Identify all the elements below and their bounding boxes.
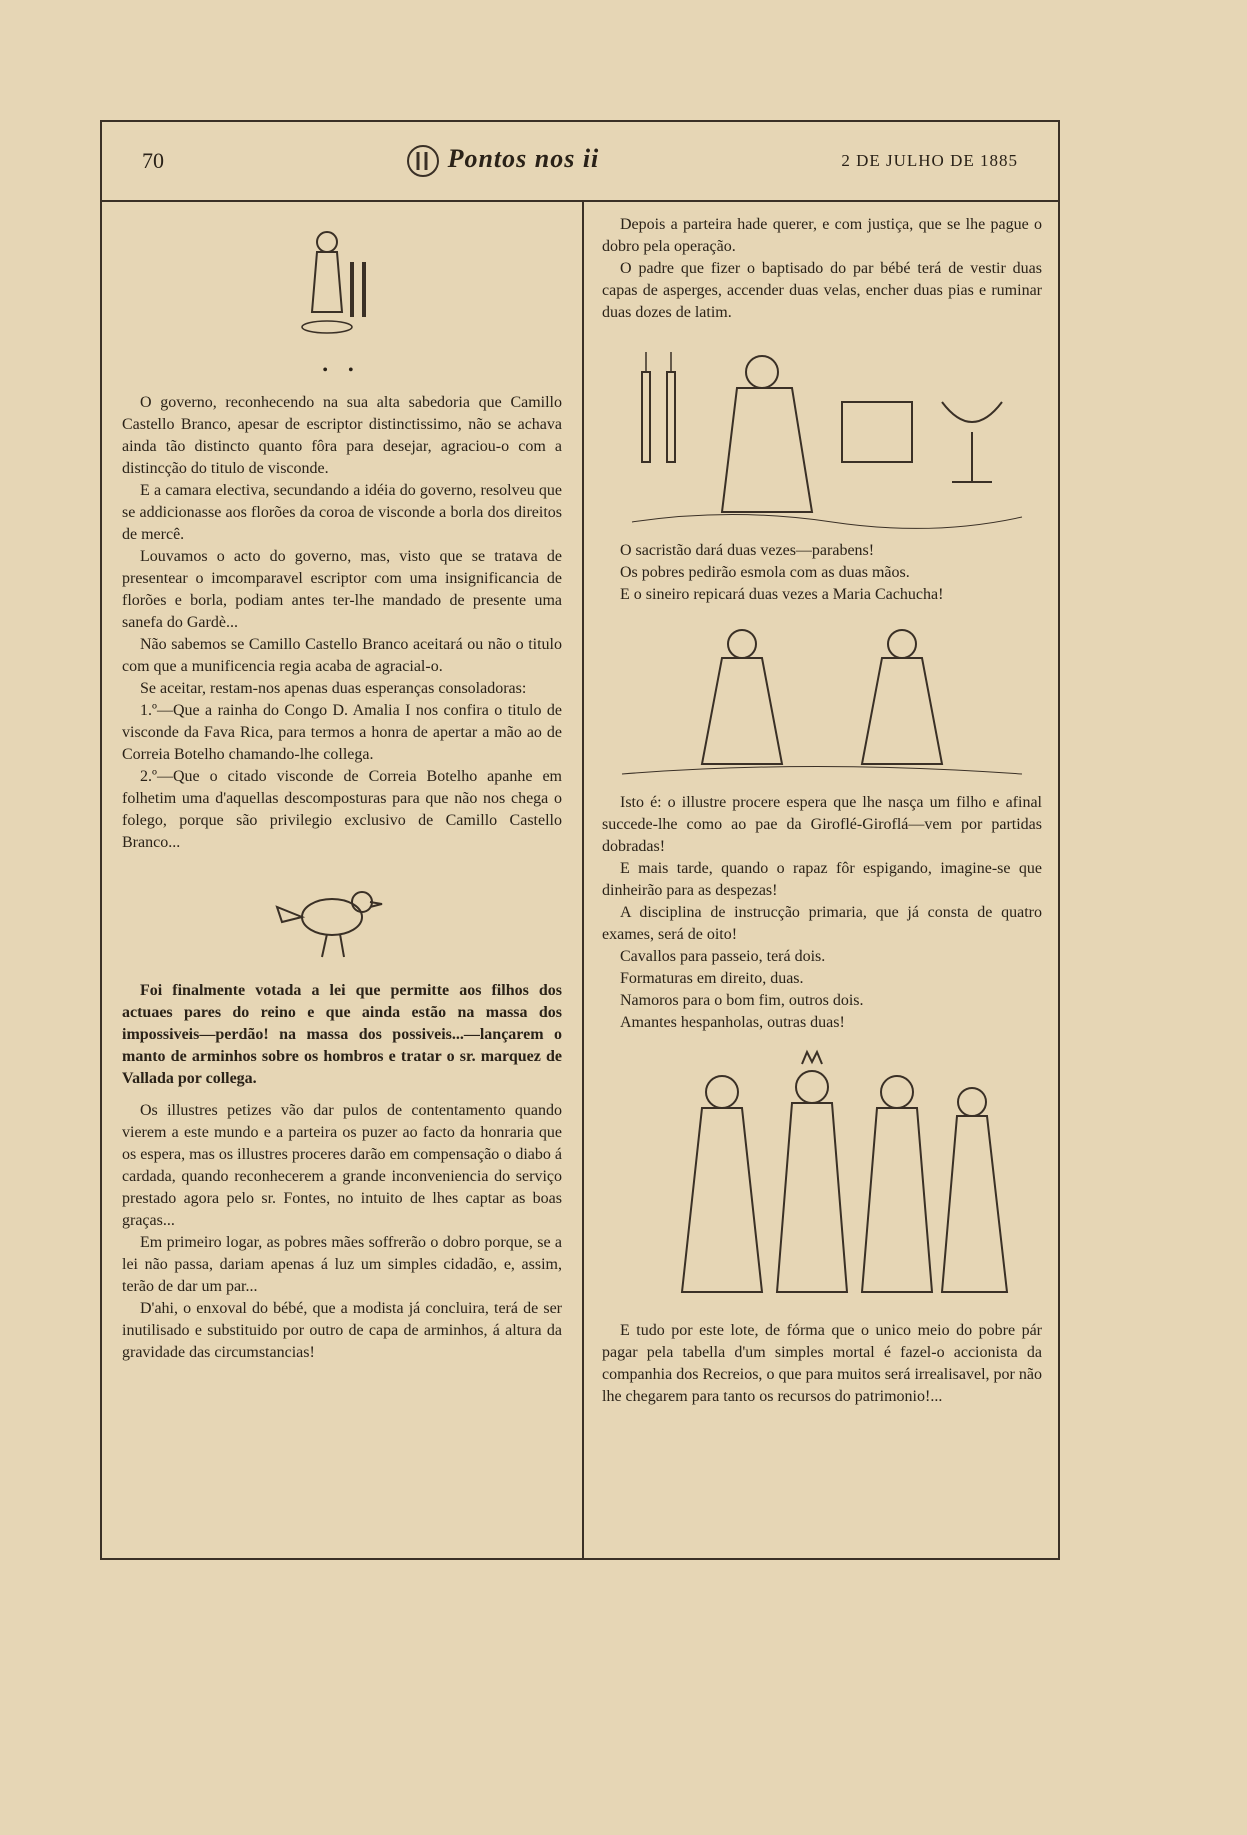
paragraph: Formaturas em direito, duas. [620, 970, 804, 987]
page-frame [100, 120, 1060, 1560]
paragraph: Não sabemos se Camillo Castello Branco aceitará ou não o titulo com que a munificencia regia acaba de agracial-o. [122, 636, 562, 675]
paragraph: Os illustres petizes vão dar pulos de contentamento quando vierem a este mundo e a parteira os puzer ao facto da honraria que os espera, mas os illustres proceres darão em compensação o diabo á cardada, quando reconhecerem a grande inconveniencia do serviço prestado agora pelo sr. Fontes, no intuito de lhes captar as boas graças... [122, 1102, 562, 1229]
paragraph: E mais tarde, quando o rapaz fôr espigando, imagine-se que dinheirão para as despezas! [602, 860, 1042, 899]
header-date: 2 DE JULHO DE 1885 [841, 151, 1018, 170]
right-column [602, 214, 1042, 1408]
paragraph: 1.º—Que a rainha do Congo D. Amalia I nos confira o titulo de visconde da Fava Rica, para termos a honra de apertar a mão ao de Correia Botelho chamando-lhe collega. [122, 702, 562, 763]
masthead-figure-icon [406, 144, 440, 178]
paragraph: O governo, reconhecendo na sua alta sabedoria que Camillo Castello Branco, apesar de escriptor distinctissimo, não se achava ainda tão distincto quanto fôra para desejar, agraciou-o com a distincção do titulo de visconde. [122, 394, 562, 477]
group-figures-icon [612, 1042, 1032, 1312]
left-column [122, 214, 562, 1364]
paragraph: 2.º—Que o citado visconde de Correia Botelho apanhe em folhetim uma d'aquellas descomposturas para que não nos chega o folego, porque são privilegio exclusivo de Camillo Castello Branco... [122, 768, 562, 851]
paragraph: Depois a parteira hade querer, e com justiça, que se lhe pague o dobro pela operação. [602, 216, 1042, 255]
illustration-priest-baptism [602, 332, 1042, 532]
illustration-bird [122, 862, 562, 972]
paragraph: O padre que fizer o baptisado do par bébé terá de vestir duas capas de asperges, accender duas velas, encher duas pias e ruminar duas dozes de latim. [602, 260, 1042, 321]
illustration-beggars [602, 614, 1042, 784]
beggars-icon [612, 614, 1032, 784]
paragraph: E tudo por este lote, de fórma que o unico meio do pobre pár pagar pela tabella d'um simples mortal é fazel-o accionista da companhia dos Recreios, o que para muitos será irrealisavel, por não lhe chegarem para tanto os recursos do patrimonio!... [602, 1322, 1042, 1405]
masthead-title: Pontos nos ii [447, 143, 600, 173]
paragraph: Namoros para o bom fim, outros dois. [620, 992, 864, 1009]
paragraph: Foi finalmente votada a lei que permitte aos filhos dos actuaes pares do reino e que ainda estão na massa dos impossiveis—perdão! na massa dos possiveis...—lançarem o manto de arminhos sobre os hombros e tratar o sr. marquez de Vallada por collega. [122, 982, 562, 1087]
paragraph: Os pobres pedirão esmola com as duas mãos. [620, 564, 910, 581]
illustration-figure-ii [122, 222, 562, 352]
page-number: 70 [142, 148, 164, 173]
figure-ii-icon [282, 222, 402, 352]
page-header [102, 122, 1058, 202]
column-divider [582, 202, 584, 1560]
paragraph: Isto é: o illustre procere espera que lhe nasça um filho e afinal succede-lhe como ao pae da Giroflé-Giroflá—vem por partidas dobradas! [602, 794, 1042, 855]
masthead [406, 144, 599, 178]
paragraph: Cavallos para passeio, terá dois. [620, 948, 826, 965]
paragraph: O sacristão dará duas vezes—parabens! [620, 542, 875, 559]
illustration-group-figures [602, 1042, 1042, 1312]
paragraph: Louvamos o acto do governo, mas, visto que se tratava de presentear o imcomparavel escriptor com uma insignificancia de florões e borla, podiam antes ter-lhe mandado de presente uma sanefa do Gardè... [122, 548, 562, 631]
paragraph: Em primeiro logar, as pobres mães soffrerão o dobro porque, se a lei não passa, dariam apenas á luz um simples cidadão, e, assim, terão de dar um par... [122, 1234, 562, 1295]
bird-icon [262, 862, 422, 972]
separator-dots: • • [322, 362, 362, 379]
paragraph: A disciplina de instrucção primaria, que já consta de quatro exames, será de oito! [602, 904, 1042, 943]
paragraph: Amantes hespanholas, outras duas! [620, 1014, 845, 1031]
priest-baptism-icon [612, 332, 1032, 532]
paragraph: E a camara electiva, secundando a idéia do governo, resolveu que se addicionasse aos florões da coroa de visconde a borla dos direitos de mercê. [122, 482, 562, 543]
paragraph: E o sineiro repicará duas vezes a Maria Cachucha! [620, 586, 944, 603]
paragraph: Se aceitar, restam-nos apenas duas esperanças consoladoras: [140, 680, 527, 697]
paragraph: D'ahi, o enxoval do bébé, que a modista já concluira, terá de ser inutilisado e substituido por outro de capa de arminhos, á altura da gravidade das circumstancias! [122, 1300, 562, 1361]
